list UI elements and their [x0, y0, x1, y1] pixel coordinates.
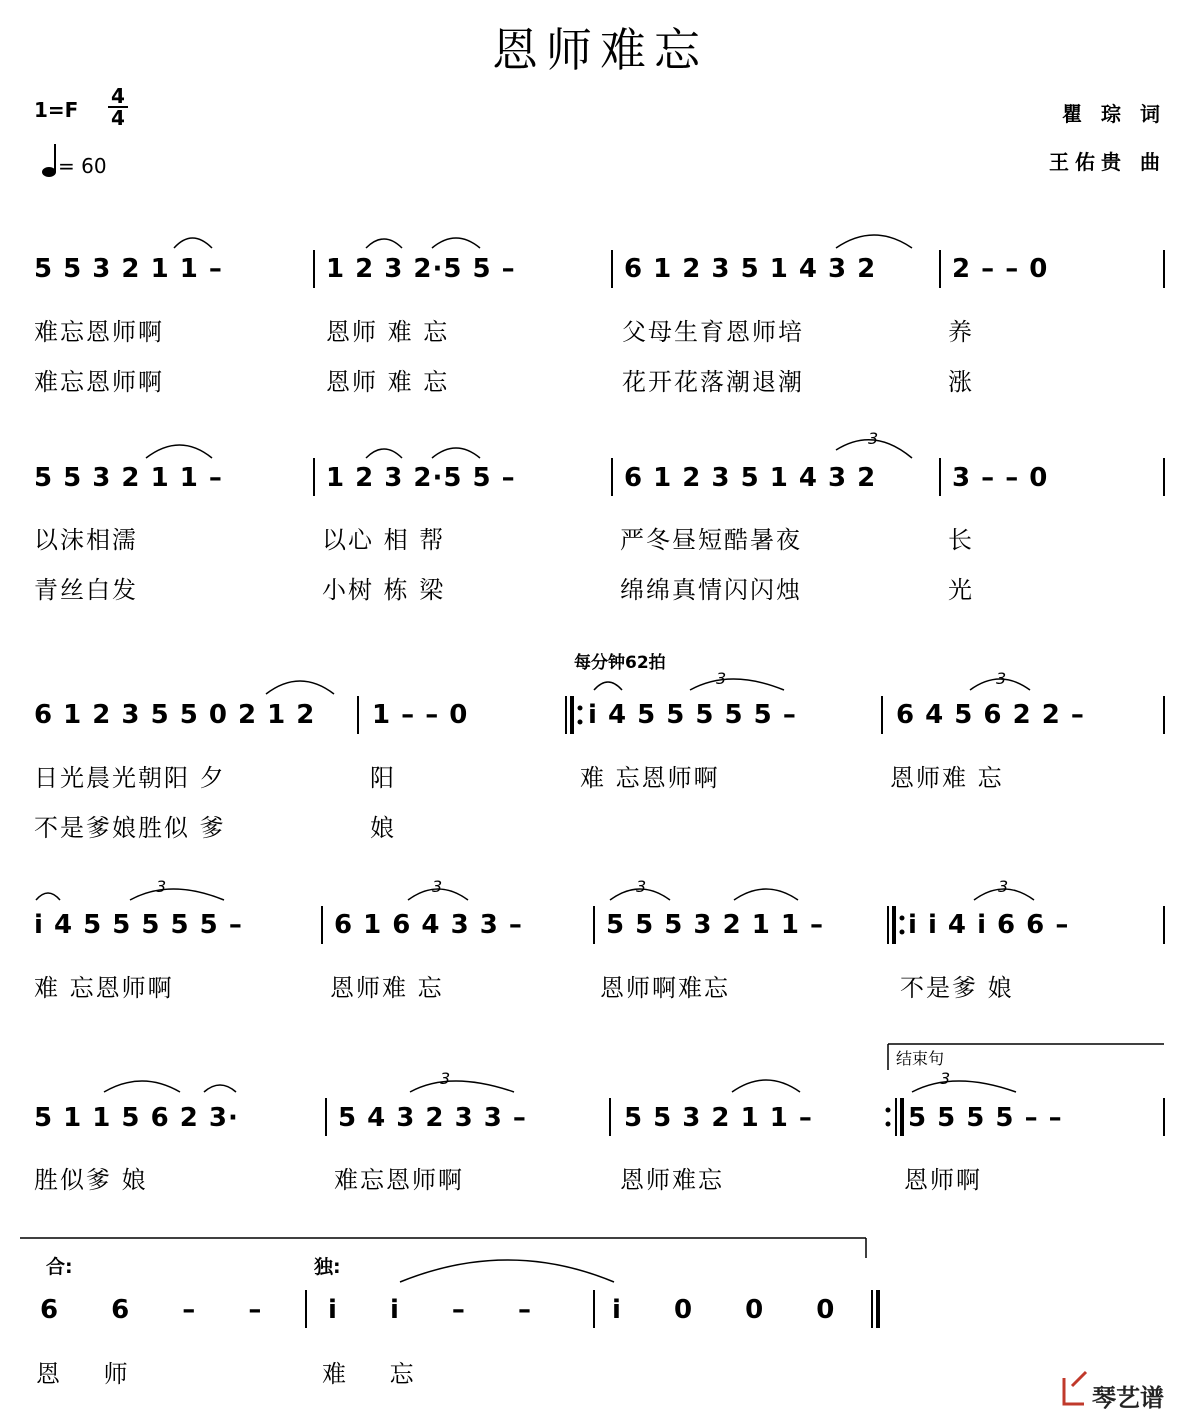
notes-line4-bar4: i i 4 i 6 6 –: [908, 910, 1070, 940]
barlines-line6: [306, 1290, 878, 1328]
time-signature-bottom: 4: [111, 106, 125, 130]
notes-line2-bar3: 6 1 2 3 5 1 4 3 2: [624, 463, 877, 493]
lyric-line2-v1-bar1: 以沫相濡: [34, 526, 138, 554]
lyric-line1-v1-bar3: 父母生育恩师培: [622, 318, 804, 346]
time-signature-top: 4: [111, 84, 125, 108]
lyric-line3-v1-bar1: 日光晨光朝阳 夕: [34, 764, 226, 792]
notes-line5-bar3: 5 5 3 2 1 1 –: [624, 1103, 813, 1133]
notes-line2-bar1: 5 5 3 2 1 1 –: [34, 463, 223, 493]
triplet-mark: 3: [440, 1069, 451, 1088]
lyric-line2-v2-bar1: 青丝白发: [34, 576, 138, 604]
logo-icon: [1064, 1372, 1086, 1404]
triplet-mark: 3: [996, 669, 1007, 688]
triplet-mark: 3: [940, 1069, 951, 1088]
lyric-line3-v2-bar1: 不是爹娘胜似 爹: [34, 814, 226, 842]
triplet-mark: 3: [716, 669, 727, 688]
notes-line3-bar2: 1 – – 0: [372, 700, 469, 730]
notes-line3-bar4: 6 4 5 6 2 2 –: [896, 700, 1085, 730]
lyric-line1-v2-bar3: 花开花落潮退潮: [622, 368, 804, 396]
tempo-change-annotation: 每分钟62拍: [574, 653, 666, 673]
notes-line1-bar3: 6 1 2 3 5 1 4 3 2: [624, 254, 877, 284]
lyric-line3-v2-bar2: 娘: [370, 814, 396, 842]
notes-line3-bar1: 6 1 2 3 5 5 0 2 1 2: [34, 700, 316, 730]
lyric-line2-v1-bar3: 严冬昼短酷暑夜: [620, 526, 802, 554]
lyric-line2-v1-bar2: 以心 相 帮: [322, 526, 446, 554]
notes-line6-bar2: i i – –: [328, 1295, 553, 1325]
tempo-marking: = 60: [58, 154, 107, 178]
barlines-line5: [326, 1098, 1164, 1136]
lyric-line5-bar1: 胜似爹 娘: [34, 1166, 148, 1194]
notes-line5-bar1: 5 1 1 5 6 2 3·: [34, 1103, 239, 1133]
slurs-line2: [146, 440, 912, 458]
triplet-mark: 3: [432, 877, 443, 896]
quarter-note-icon: [42, 144, 56, 177]
lyric-line3-v1-bar4: 恩师难 忘: [890, 764, 1004, 792]
ending-phrase-label: 结束句: [896, 1049, 945, 1068]
notes-line1-bar4: 2 – – 0: [952, 254, 1049, 284]
repeat-dot: [578, 706, 583, 711]
notes-line2-bar4: 3 – – 0: [952, 463, 1049, 493]
watermark-text: 琴艺谱: [1092, 1384, 1164, 1412]
chorus-label: 合:: [46, 1256, 73, 1278]
composer-credit: 王佑贵 曲: [1049, 150, 1166, 174]
triplet-mark: 3: [636, 877, 647, 896]
slur-line6: [400, 1260, 614, 1282]
notes-line4-bar3: 5 5 5 3 2 1 1 –: [606, 910, 824, 940]
lyric-line1-v2-bar2: 恩师 难 忘: [326, 368, 450, 396]
lyric-line1-v1-bar2: 恩师 难 忘: [326, 318, 450, 346]
barlines-line1: [314, 250, 1164, 288]
lyric-line3-v1-bar3: 难 忘恩师啊: [580, 764, 720, 792]
notes-line5-bar4: 5 5 5 5 – –: [908, 1103, 1063, 1133]
lyric-line4-bar3: 恩师啊难忘: [600, 974, 730, 1002]
lyric-line4-bar4: 不是爹 娘: [900, 974, 1014, 1002]
barlines-line3: [358, 696, 1164, 734]
slurs-line1: [174, 235, 912, 248]
solo-label: 独:: [314, 1256, 341, 1278]
notes-line2-bar2: 1 2 3 2·5 5 –: [326, 463, 516, 493]
notes-line3-bar3: i 4 5 5 5 5 5 –: [588, 700, 797, 730]
notes-line4-bar2: 6 1 6 4 3 3 –: [334, 910, 523, 940]
repeat-dot: [886, 1108, 891, 1113]
lyric-line4-bar2: 恩师难 忘: [330, 974, 444, 1002]
repeat-dot: [900, 930, 905, 935]
slurs-line5: [104, 1080, 1016, 1092]
lyricist-credit: 瞿 琮 词: [1062, 102, 1166, 126]
repeat-dot: [900, 916, 905, 921]
notes-line4-bar1: i 4 5 5 5 5 5 –: [34, 910, 243, 940]
lyric-line2-v2-bar3: 绵绵真情闪闪烛: [620, 576, 802, 604]
lyric-line6-bar1: 恩 师: [36, 1360, 146, 1388]
notes-line6-bar1: 6 6 – –: [40, 1295, 284, 1325]
ending-bracket: [888, 1044, 1164, 1070]
notes-line6-bar3: i 0 0 0: [612, 1295, 857, 1325]
page-title: 恩师难忘: [492, 23, 708, 77]
repeat-dot: [578, 720, 583, 725]
lyric-line3-v1-bar2: 阳: [370, 764, 396, 792]
lyric-line2-v1-bar4: 长: [948, 526, 974, 554]
slurs-line4: [36, 889, 1034, 900]
barlines-line4: [322, 906, 1164, 944]
coda-frame: [20, 1238, 866, 1258]
triplet-mark: 3: [156, 877, 167, 896]
barlines-line2: [314, 458, 1164, 496]
notes-line5-bar2: 5 4 3 2 3 3 –: [338, 1103, 527, 1133]
triplet-mark: 3: [868, 429, 879, 448]
lyric-line4-bar1: 难 忘恩师啊: [34, 974, 174, 1002]
lyric-line2-v2-bar4: 光: [948, 576, 974, 604]
triplet-mark: 3: [998, 877, 1009, 896]
lyric-line1-v1-bar4: 养: [948, 318, 974, 346]
lyric-line2-v2-bar2: 小树 栋 梁: [322, 576, 446, 604]
lyric-line5-bar3: 恩师难忘: [620, 1166, 724, 1194]
key-signature: 1=F: [34, 98, 79, 122]
repeat-dot: [886, 1122, 891, 1127]
lyric-line1-v2-bar4: 涨: [948, 368, 974, 396]
notes-line1-bar1: 5 5 3 2 1 1 –: [34, 254, 223, 284]
lyric-line5-bar4: 恩师啊: [904, 1166, 982, 1194]
notes-line1-bar2: 1 2 3 2·5 5 –: [326, 254, 516, 284]
slurs-line3: [266, 679, 1030, 694]
lyric-line1-v1-bar1: 难忘恩师啊: [34, 318, 164, 346]
lyric-line6-bar2: 难 忘: [322, 1360, 432, 1388]
lyric-line5-bar2: 难忘恩师啊: [334, 1166, 464, 1194]
lyric-line1-v2-bar1: 难忘恩师啊: [34, 368, 164, 396]
